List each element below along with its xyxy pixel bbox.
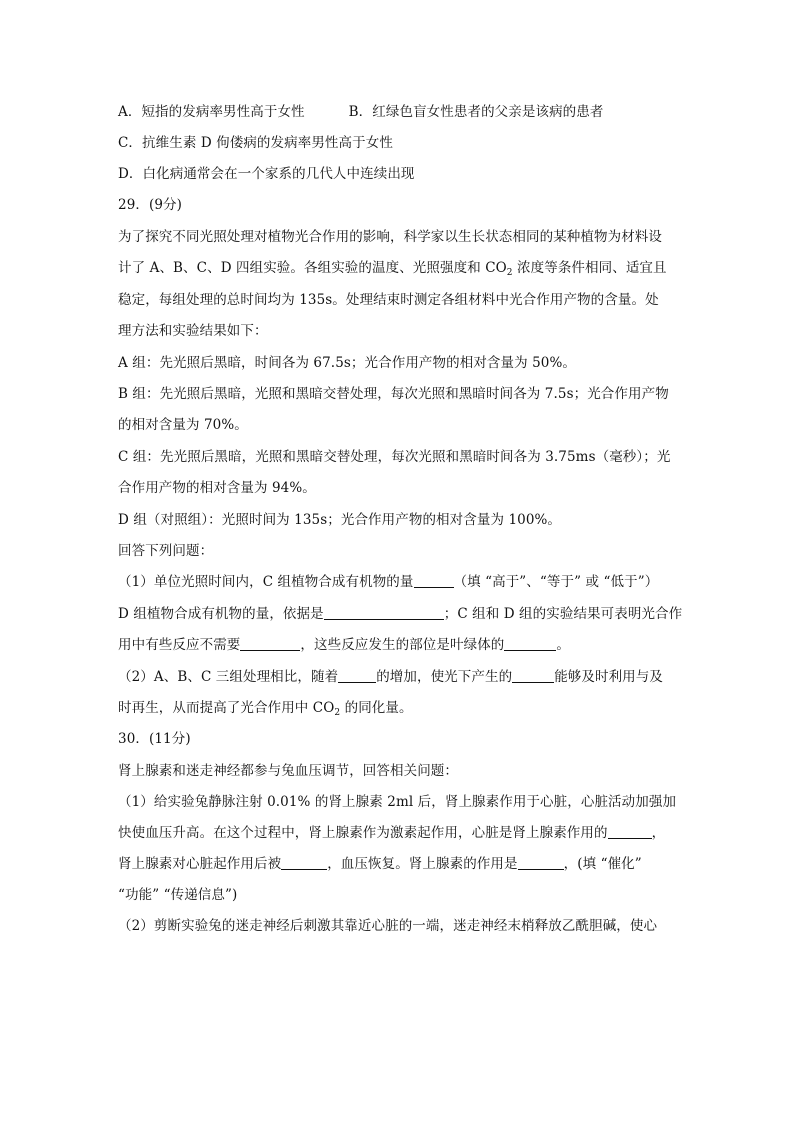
q29-group-c-line2 [118,478,688,498]
q30-header-text: 30．(11分) [118,731,191,747]
q29-p2-text1b: 的增加，使光下产生的 [376,669,513,685]
q29-group-a [118,353,688,373]
q29-group-c-text1: C 组：先光照后黑暗，光照和黑暗交替处理，每次光照和黑暗时间各为 3.75ms（毫秒）；光 [118,449,671,465]
q29-part2-line1 [118,667,688,687]
q29-group-d [118,510,688,530]
answer-blank[interactable] [338,668,376,683]
q30-intro-text: 肾上腺素和迷走神经都参与兔血压调节，回答相关问题： [118,763,458,779]
q29-group-b-text2: 的相对含量为 70%。 [118,417,248,433]
q30-header [118,729,688,749]
q29-group-c-text2: 合作用产物的相对含量为 94%。 [118,480,316,496]
q29-intro-line4 [118,321,688,341]
q29-intro-text2b: 浓度等条件相同、适宜且 [512,260,667,276]
q29-group-d-text: D 组（对照组）：光照时间为 135s；光合作用产物的相对含量为 100%。 [118,512,562,528]
q29-header [118,195,688,215]
q30-part1-line4 [118,885,688,905]
answer-blank[interactable] [504,636,556,651]
q29-p1-text3a: 用中有些反应不需要 [118,637,241,653]
q28-option-b: B．红绿色盲女性患者的父亲是该病的患者 [348,104,604,120]
q30-p1-text1: （1）给实验兔静脉注射 0.01% 的肾上腺素 2ml 后，肾上腺素作用于心脏，心脏活动加强加 [118,794,677,810]
q29-p2-text2b: 的同化量。 [340,700,413,716]
q28-options-ab [118,102,688,122]
q29-p1-text2a: D 组植物合成有机物的量，依据是 [118,606,324,622]
co2-subscript: 2 [506,268,513,278]
q29-group-b-text1: B 组：先光照后黑暗，光照和黑暗交替处理，每次光照和黑暗时间各为 7.5s；光合作用产物 [118,386,669,402]
q29-part1-line1 [118,572,688,592]
q29-p1-text3b: ，这些反应发生的部位是叶绿体的 [300,637,505,653]
q29-intro-text1: 为了探究不同光照处理对植物光合作用的影响，科学家以生长状态相同的某种植物为材料设 [118,229,662,245]
q29-p1-text1a: （1）单位光照时间内，C 组植物合成有机物的量 [118,574,414,590]
q29-p1-text3c: 。 [556,637,571,653]
q29-part2-line2 [118,698,688,718]
q29-prompt [118,541,688,561]
q29-intro-text4: 理方法和实验结果如下： [118,323,268,339]
q30-p1-text3c: ，(填 “催化” [563,856,642,872]
q30-p2-text1: （2）剪断实验兔的迷走神经后刺激其靠近心脏的一端，迷走神经末梢释放乙酰胆碱，使心 [118,918,658,934]
q29-group-c-line1 [118,447,688,467]
q29-group-b-line2 [118,415,688,435]
q30-part2-line1 [118,916,688,936]
q29-p2-text2a: 时再生，从而提高了光合作用中 CO [118,700,335,716]
q30-p1-text3a: 肾上腺素对心脏起作用后被 [118,856,282,872]
answer-blank[interactable] [518,855,564,870]
q29-group-b-line1 [118,384,688,404]
q30-p1-text4: “功能” “传递信息”) [118,887,238,903]
q29-p2-text1a: （2）A、B、C 三组处理相比，随着 [118,669,339,685]
q29-part1-line3 [118,635,688,655]
q28-option-d: D．白化病通常会在一个家系的几代人中连续出现 [118,166,415,182]
q29-intro-line1 [118,227,688,247]
q28-option-d-line [118,164,688,184]
q28-option-c: C．抗维生素 D 佝偻病的发病率男性高于女性 [118,135,393,151]
answer-blank[interactable] [414,573,454,588]
answer-blank[interactable] [324,605,444,620]
q30-p1-text2b: ， [651,825,666,841]
q29-p1-text2b: ；C 组和 D 组的实验结果可表明光合作 [443,606,683,622]
co2-subscript: 2 [334,708,341,718]
q29-intro-line2 [118,258,688,278]
answer-blank[interactable] [512,668,554,683]
q29-group-a-text: A 组：先光照后黑暗，时间各为 67.5s；光合作用产物的相对含量为 50%。 [118,355,577,371]
q29-intro-text2a: 计了 A、B、C、D 四组实验。各组实验的温度、光照强度和 CO [118,260,507,276]
answer-blank[interactable] [608,824,652,839]
q30-part1-line2 [118,823,688,843]
answer-blank[interactable] [240,636,300,651]
answer-blank[interactable] [281,855,327,870]
q30-intro [118,761,688,781]
q28-option-a: A．短指的发病率男性高于女性 [118,104,305,120]
q30-p1-text3b: ，血压恢复。肾上腺素的作用是 [327,856,518,872]
q29-p1-text1b: （填 “高于”、“等于” 或 “低于”） [453,574,659,590]
q29-part1-line2 [118,604,688,624]
q28-option-c-line [118,133,688,153]
q29-header-text: 29．(9分) [118,197,183,213]
q29-intro-text3: 稳定，每组处理的总时间均为 135s。处理结束时测定各组材料中光合作用产物的含量。处 [118,292,659,308]
q29-prompt-text: 回答下列问题： [118,543,214,559]
q29-p2-text1c: 能够及时利用与及 [554,669,663,685]
q30-p1-text2a: 快使血压升高。在这个过程中，肾上腺素作为激素起作用，心脏是肾上腺素作用的 [118,825,608,841]
q30-part1-line1 [118,792,688,812]
q29-intro-line3 [118,290,688,310]
q30-part1-line3 [118,854,688,874]
